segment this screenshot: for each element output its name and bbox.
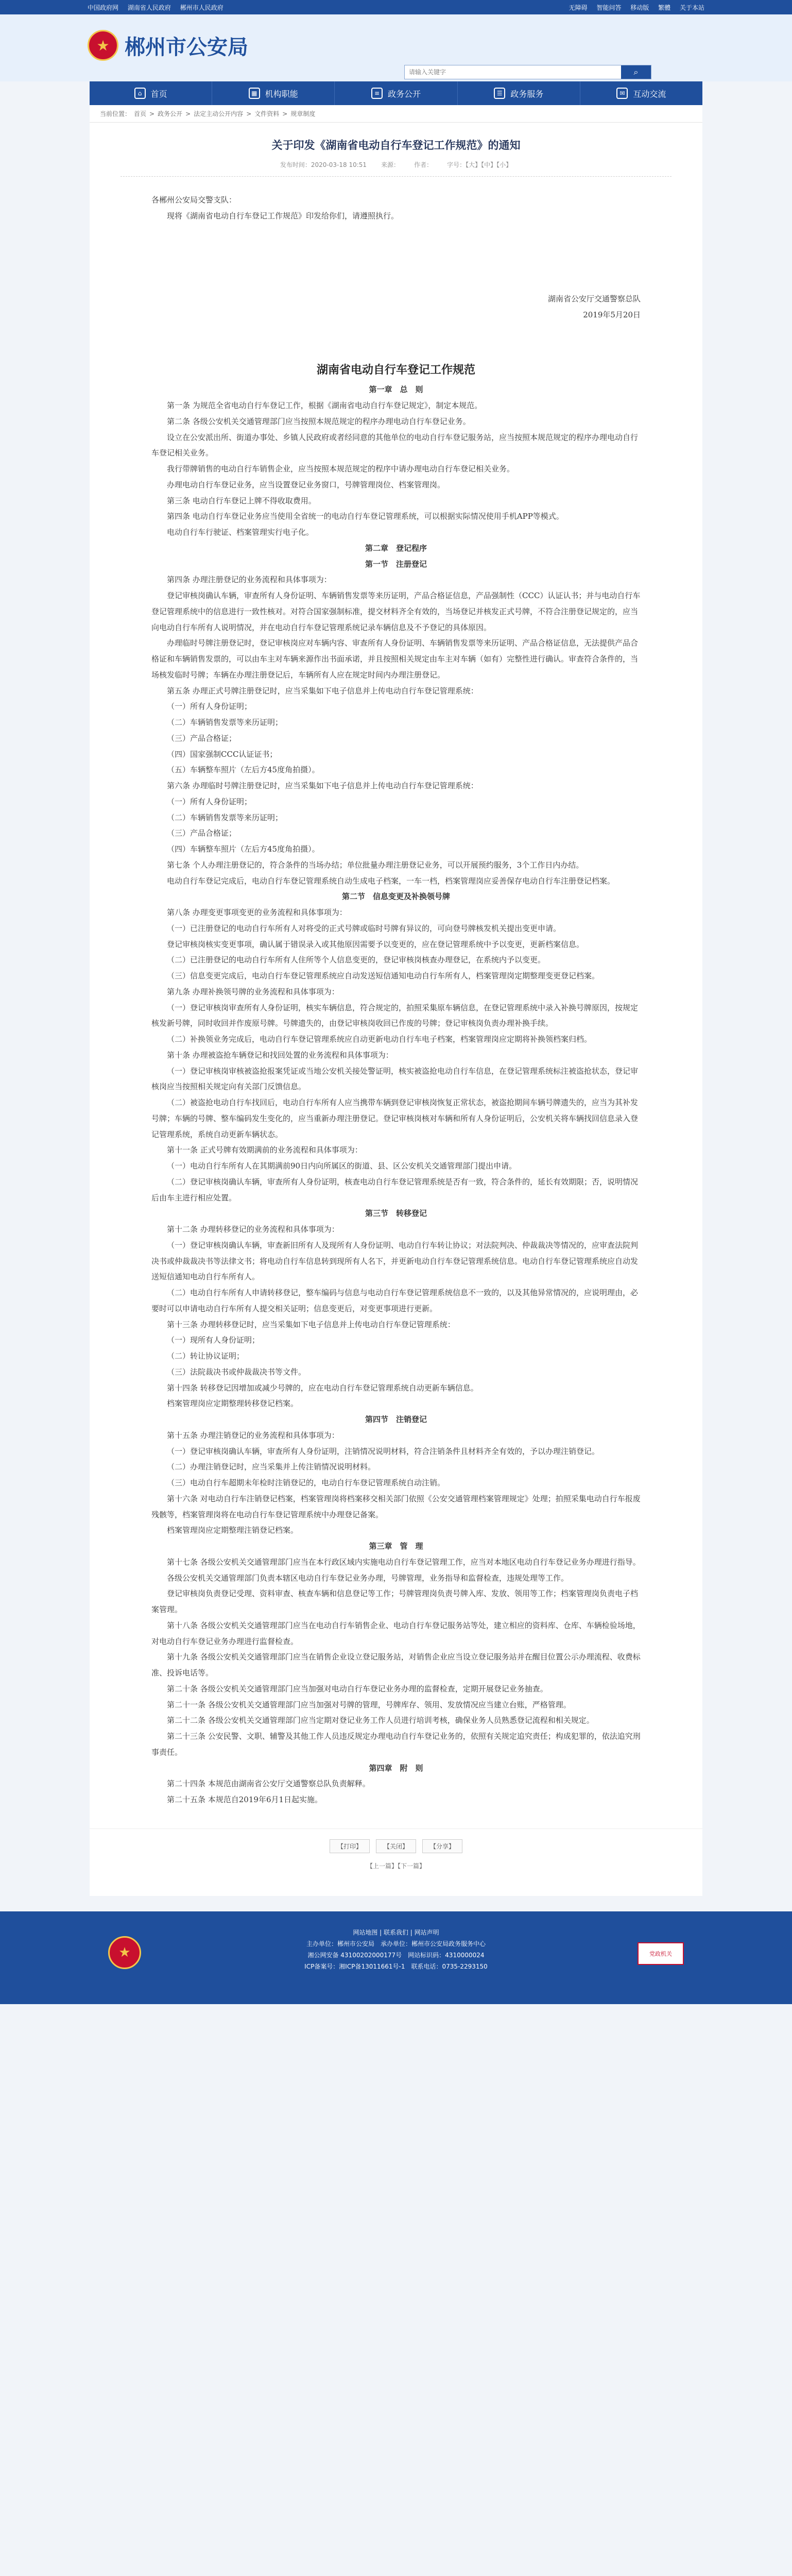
breadcrumb-item[interactable]: 文件资料	[254, 110, 280, 117]
article-paragraph: （二）已注册登记的电动自行车所有人住所等个人信息变更的，登记审核岗核查办理登记，在系统内予以变更。	[167, 955, 546, 965]
article-paragraph: 第八条 办理变更事项变更的业务流程和具体事项为：	[167, 908, 347, 918]
article-paragraph: （三）产品合格证；	[167, 733, 237, 743]
prev-next-links[interactable]: 【上一篇】【下一篇】	[366, 1862, 425, 1870]
article-paragraph: 第二十条 各级公安机关交通管理部门应当加强对电动自行车登记业务办理的监督检查，定期开展登记业务抽查。	[167, 1684, 548, 1693]
section-heading: 第四节 注销登记	[365, 1415, 427, 1425]
action-buttons	[90, 1839, 702, 1853]
nav-label: 机构职能	[265, 89, 298, 99]
article-paragraph: 电动自行车行驶证、档案管理实行电子化。	[167, 528, 314, 537]
nav-label: 首页	[150, 89, 167, 99]
article-paragraph: 湖南省公安厅交通警察总队	[547, 294, 641, 303]
article-paragraph: （二）补换领业务完成后，电动自行车登记管理系统应自动更新电动自行车电子档案，档案管理岗应定期将补换领档案归档。	[167, 1035, 592, 1044]
article-paragraph: （一）已注册登记的电动自行车所有人对将受的正式号牌或临时号牌有异议的，可向登号牌核发机关提出变更申请。	[167, 923, 561, 933]
nav-organization[interactable]	[212, 81, 335, 105]
top-link[interactable]: 郴州市人民政府	[180, 4, 223, 11]
article-paragraph: （四）车辆整车照片（左后方45度角拍摄）。	[167, 844, 320, 854]
article-paragraph: 2019年5月20日	[583, 310, 641, 319]
article-paragraph: （二）登记审核岗确认车辆，审查所有人身份证明，核查电动自行车登记管理系统是否有一致，符合条件的，延长有效期限；否，说明情况后由车主进行相应处置。	[151, 1177, 639, 1202]
article-paragraph: 第二十三条 公安民警、文职、辅警及其他工作人员违反规定办理电动自行车登记业务的，依照有关规定追究责任；构成犯罪的，依法追究刑事责任。	[151, 1732, 641, 1757]
breadcrumb-item[interactable]: 政务公开	[158, 110, 183, 117]
section-heading: 第三节 转移登记	[365, 1209, 427, 1218]
nav-public-affairs[interactable]	[335, 81, 457, 105]
doc-icon: ≡	[371, 88, 383, 99]
article-paragraph: 登记审核岗确认车辆，审查所有人身份证明、车辆销售发票等来历证明，产品合格证信息，产品强制性（CCC）认证认书；并与电动自行车登记管理系统中的信息进行一致性核对。对符合国家强制标准，提交材料齐全有效的，当场登记并核发正式号牌，不符合注册登记规定的，应当向电动自行车所有人说明情况，并在电动自行车登记管理系统记录车辆信息及不予登记的具体原因。	[151, 591, 641, 632]
site-title: 郴州市公安局	[125, 35, 248, 59]
article-paragraph: 档案管理岗应定期整理转移登记档案。	[167, 1399, 299, 1409]
article-meta	[120, 160, 672, 177]
document-title: 湖南省电动自行车登记工作规范	[316, 363, 475, 377]
breadcrumb-separator: >	[185, 110, 191, 117]
footer-links[interactable]: 网站地图 | 联系我们 | 网站声明	[353, 1928, 439, 1936]
article-paragraph: （三）法院裁决书或仲裁裁决书等文件。	[167, 1367, 306, 1377]
nav-label: 政务公开	[388, 89, 421, 99]
article-paragraph: 第十八条 各级公安机关交通管理部门应当在电动自行车销售企业、电动自行车登记服务站等处，建立相应的资料库、仓库、车辆检验场地，对电动自行车登记业务办理进行监督检查。	[151, 1620, 641, 1646]
spacer	[151, 323, 641, 359]
article-paragraph: 第十条 办理被盗抢车辆登记和找回处置的业务流程和具体事项为：	[167, 1050, 393, 1060]
gov-badge[interactable]: 党政机关	[638, 1942, 684, 1965]
nav-home[interactable]	[90, 81, 212, 105]
article-paragraph: 第三条 电动自行车登记上牌不得收取费用。	[167, 496, 316, 505]
footer-sponsor: 主办单位：郴州市公安局 承办单位：郴州市公安局政务服务中心	[306, 1940, 486, 1947]
article-actions	[90, 1828, 702, 1896]
article-paragraph: 设立在公安派出所、街道办事处、乡镇人民政府或者经同意的其他单位的电动自行车登记服务站，应当按照本规范规定的程序办理电动自行车登记相关业务。	[151, 432, 639, 458]
article-paragraph: （五）车辆整车照片（左后方45度角拍摄）。	[167, 765, 320, 775]
nav-services[interactable]	[458, 81, 580, 105]
top-bar	[0, 0, 792, 14]
article-paragraph: 第十四条 转移登记因增加或减少号牌的，应在电动自行车登记管理系统自动更新车辆信息。	[167, 1383, 478, 1393]
breadcrumb-item[interactable]: 法定主动公开内容	[194, 110, 244, 117]
article-paragraph: （二）被盗抢电动自行车找回后，电动自行车所有人应当携带车辆到登记审核岗恢复正常状态，被盗抢期间车辆号牌遗失的，应当为其补发号牌；车辆的号牌、整车编码发生变化的，应当重新办理注册登记。登记审核岗核对车辆和所有人身份证明后，公安机关将车辆找回信息录入登记管理系统，系统自动更新车辆状态。	[151, 1098, 639, 1139]
article-paragraph: 第十二条 办理转移登记的业务流程和具体事项为：	[167, 1225, 339, 1234]
breadcrumb-separator: >	[149, 110, 155, 117]
close-button[interactable]: 【关闭】	[376, 1839, 416, 1853]
article-paragraph: 电动自行车登记完成后，电动自行车登记管理系统自动生成电子档案，一车一档，档案管理岗应妥善保存电动自行车注册登记档案。	[167, 876, 615, 886]
top-link[interactable]: 移动版	[630, 4, 649, 11]
article-paragraph: 档案管理岗应定期整理注销登记档案。	[167, 1526, 299, 1535]
author: 作者：	[414, 161, 433, 169]
section-heading: 第三章 管 理	[369, 1541, 423, 1551]
service-icon: ☰	[494, 88, 505, 99]
article-header	[90, 123, 702, 177]
article-paragraph: 第二十一条 各级公安机关交通管理部门应当加强对号牌的管理，号牌库存、领用、发放情况应当建立台账，严格管理。	[167, 1700, 571, 1709]
article-paragraph: 办理电动自行车登记业务，应当设置登记业务窗口，号牌管理岗位、档案管理岗。	[167, 480, 445, 489]
search-icon: ⌕	[633, 67, 639, 77]
article-paragraph: （三）信息变更完成后，电动自行车登记管理系统应自动发送短信通知电动自行车所有人，档案管理岗定期整理变更登记档案。	[167, 971, 600, 981]
article-paragraph: 第十三条 办理转移登记时，应当采集如下电子信息并上传电动自行车登记管理系统：	[167, 1319, 455, 1329]
site-footer	[0, 1911, 792, 2004]
search-box	[404, 65, 651, 79]
spacer	[151, 224, 641, 291]
article-paragraph: 第五条 办理正式号牌注册登记时，应当采集如下电子信息并上传电动自行车登记管理系统：	[167, 686, 478, 696]
home-icon: ⌂	[134, 88, 146, 99]
article-paragraph: 办理临时号牌注册登记时，登记审核岗应对车辆内容、审查所有人身份证明、车辆销售发票等来历证明、产品合格证信息，无法提供产品合格证和车辆销售发票的，可以由车主对车辆来源作出书面承诺，并且按照相关规定由车主对车辆（如有）完整性进行确认。审查符合条件的，当场核发临时号牌；车辆在办理注册登记后，车辆所有人应在规定时间内办理注册登记。	[151, 638, 639, 680]
article-paragraph: 第七条 个人办理注册登记的，符合条件的当场办结；单位批量办理注册登记业务，可以开展预约服务，3个工作日内办结。	[167, 860, 584, 870]
article-paragraph: 第二十五条 本规范自2019年6月1日起实施。	[167, 1795, 323, 1805]
article-paragraph: 第二条 各级公安机关交通管理部门应当按照本规范规定的程序办理电动自行车登记业务。	[167, 416, 471, 426]
footer-icp: ICP备案号：湘ICP备13011661号-1 联系电话：0735-2293150	[304, 1962, 488, 1970]
article-paragraph: 第九条 办理补换领号牌的业务流程和具体事项为：	[167, 987, 339, 996]
section-heading: 第二节 信息变更及补换领号牌	[341, 892, 450, 902]
breadcrumb-separator: >	[282, 110, 288, 117]
top-link[interactable]: 繁體	[658, 4, 671, 11]
article-paragraph: （三）产品合格证；	[167, 828, 237, 838]
article-paragraph: （一）所有人身份证明；	[167, 796, 252, 806]
site-logo[interactable]	[88, 30, 248, 61]
article-paragraph: （二）办理注销登记时，应当采集并上传注销情况说明材料。	[167, 1462, 376, 1472]
share-button[interactable]: 【分享】	[422, 1839, 462, 1853]
font-size-control[interactable]: 字号：【大】【中】【小】	[447, 161, 512, 169]
article-paragraph: （二）转让协议证明；	[167, 1351, 245, 1361]
article-paragraph: （一）登记审核岗确认车辆，审查所有人身份证明，注销情况说明材料，符合注销条件且材料齐全有效的，予以办理注销登记。	[167, 1446, 600, 1456]
article-paragraph: 现将《湖南省电动自行车登记工作规范》印发给你们，请遵照执行。	[167, 211, 399, 221]
breadcrumb-separator: >	[246, 110, 252, 117]
section-heading: 第二章 登记程序	[365, 543, 427, 553]
article-paragraph: （二）车辆销售发票等来历证明；	[167, 718, 283, 727]
chat-icon: ✉	[616, 88, 628, 99]
section-heading: 第四章 附 则	[369, 1763, 423, 1773]
site-header	[0, 14, 792, 81]
article-paragraph: 登记审核岗核实变更事项，确认属于错误录入或其他原因需要予以变更的，应在登记管理系统中予以变更，更新档案信息。	[167, 939, 584, 949]
breadcrumb	[90, 105, 702, 123]
search-button[interactable]	[621, 65, 651, 79]
article-paragraph: 第六条 办理临时号牌注册登记时，应当采集如下电子信息并上传电动自行车登记管理系统：	[167, 781, 478, 791]
article-paragraph: 我行带牌销售的电动自行车销售企业，应当按照本规范规定的程序中请办理电动自行车登记相关业务。	[167, 464, 515, 474]
article-paragraph: （一）登记审核岗审核被盗抢报案凭证或当地公安机关接处警证明，核实被盗抢电动自行车信息，在登记管理系统标注被盗抢状态，登记审核岗应当按照相关规定向有关部门反馈信息。	[151, 1066, 639, 1092]
nav-label: 政务服务	[510, 89, 544, 99]
article-paragraph: （一）登记审核岗审查所有人身份证明，核实车辆信息，符合规定的，拍照采集原车辆信息，在登记管理系统中录入补换号牌原因，按规定核发新号牌，同时收回并作废原号牌。号牌遗失的，由登记审核岗收回已作废的号牌；登记审核岗负责办理补换手续。	[151, 1003, 639, 1028]
article-body	[90, 177, 702, 1828]
article-paragraph: （二）电动自行车所有人申请转移登记，整车编码与信息与电动自行车登记管理系统信息不一致的，以及其他异常情况的，应说明理由，必要时可以申请电动自行车所有人提交相关证明；信息变更后，对变更事项进行更新。	[151, 1288, 639, 1313]
article-paragraph: 第四条 办理注册登记的业务流程和具体事项为：	[167, 575, 332, 585]
nav-interaction[interactable]	[580, 81, 702, 105]
police-emblem-icon: ★	[88, 30, 118, 61]
article-paragraph: （四）国家强制CCC认证证书；	[167, 749, 278, 759]
article-paragraph: 第十七条 各级公安机关交通管理部门应当在本行政区域内实施电动自行车登记管理工作，应当对本地区电动自行车登记业务办理进行指导。	[167, 1557, 641, 1567]
top-link[interactable]: 关于本站	[679, 4, 704, 11]
breadcrumb-item[interactable]: 规章制度	[290, 110, 316, 117]
article-paragraph: 第一条 为规范全省电动自行车登记工作，根据《湖南省电动自行车登记规定》，制定本规范。	[167, 401, 483, 411]
article-paragraph: 登记审核岗负责登记受理、资料审查、核查车辆和信息登记等工作；号牌管理岗负责号牌入库、发放、领用等工作；档案管理岗负责电子档案管理。	[151, 1589, 639, 1615]
breadcrumb-item: 当前位置：	[100, 110, 131, 117]
police-emblem-icon: ★	[108, 1936, 141, 1969]
top-link[interactable]: 中国政府网	[88, 4, 119, 11]
nav-label: 互动交流	[633, 89, 666, 99]
top-bar-left	[88, 3, 231, 12]
article-paragraph: 第十一条 正式号牌有效期满前的业务流程和具体事项为：	[167, 1145, 363, 1155]
publish-time: 发布时间：2020-03-18 10:51	[280, 161, 367, 169]
source: 来源：	[381, 161, 400, 169]
article-paragraph: 第十六条 对电动自行车注销登记档案，档案管理岗将档案移交相关部门依照《公安交通管理档案管理规定》处理；拍照采集电动自行车报废残骸等，档案管理岗将在电动自行车登记管理系统中办理登记备案。	[151, 1494, 641, 1519]
top-link[interactable]: 无障碍	[569, 4, 588, 11]
article-paragraph: （二）车辆销售发票等来历证明；	[167, 812, 283, 822]
footer-record: 湘公网安备 43100202000177号 网站标识码：4310000024	[307, 1951, 485, 1959]
main-nav	[90, 81, 702, 105]
article-title: 关于印发《湖南省电动自行车登记工作规范》的通知	[271, 139, 521, 151]
top-link[interactable]: 智能问答	[596, 4, 622, 11]
top-bar-right	[562, 3, 704, 12]
article-paragraph: 第十五条 办理注销登记的业务流程和具体事项为：	[167, 1430, 339, 1440]
article-paragraph: （一）电动自行车所有人在其期满前90日内向所属区的街道、县、区公安机关交通管理部门提出申请。	[167, 1161, 517, 1171]
section-heading: 第一章 总 则	[369, 385, 423, 395]
article-paragraph: 第十九条 各级公安机关交通管理部门应当在销售企业设立登记服务站，对销售企业应当设立登记服务站并在醒目位置公示办理流程、收费标准、投诉电话等。	[151, 1652, 641, 1678]
article-paragraph: 各级公安机关交通管理部门负责本辖区电动自行车登记业务办理，号牌管理，业务指导和监督检查，违规处理等工作。	[167, 1573, 569, 1583]
article-paragraph: （三）电动自行车超期未年检时注销登记的，电动自行车登记管理系统自动注销。	[167, 1478, 445, 1488]
top-link[interactable]: 湖南省人民政府	[127, 4, 171, 11]
article-paragraph: （一）现所有人身份证明；	[167, 1335, 260, 1345]
article-paragraph: （一）登记审核岗确认车辆，审查新旧所有人及现所有人身份证明、电动自行车转让协议；对法院判决、仲裁裁决等情况的，应审查法院判决书或仲裁裁决书等法律文书；将电动自行车信息转到现所有人名下，并更新电动自行车登记管理系统信息。电动自行车登记管理系统应自动发送短信通知电动自行车所有人。	[151, 1240, 639, 1282]
article-paragraph: 各郴州公安局交警支队：	[151, 195, 237, 205]
building-icon: ▦	[249, 88, 260, 99]
main-content	[90, 105, 702, 1828]
search-input[interactable]	[405, 65, 611, 79]
breadcrumb-item[interactable]: 首页	[134, 110, 147, 117]
article-paragraph: 第四条 电动自行车登记业务应当使用全省统一的电动自行车登记管理系统，可以根据实际情况使用手机APP等模式。	[167, 512, 564, 521]
article-paragraph: 第二十四条 本规范由湖南省公安厅交通警察总队负责解释。	[167, 1779, 370, 1789]
article-paragraph: （一）所有人身份证明；	[167, 702, 252, 711]
article-paragraph: 第二十二条 各级公安机关交通管理部门应当定期对登记业务工作人员进行培训考核，确保业务人员熟悉登记流程和相关规定。	[167, 1716, 594, 1725]
section-heading: 第一节 注册登记	[365, 559, 427, 569]
print-button[interactable]: 【打印】	[330, 1839, 370, 1853]
